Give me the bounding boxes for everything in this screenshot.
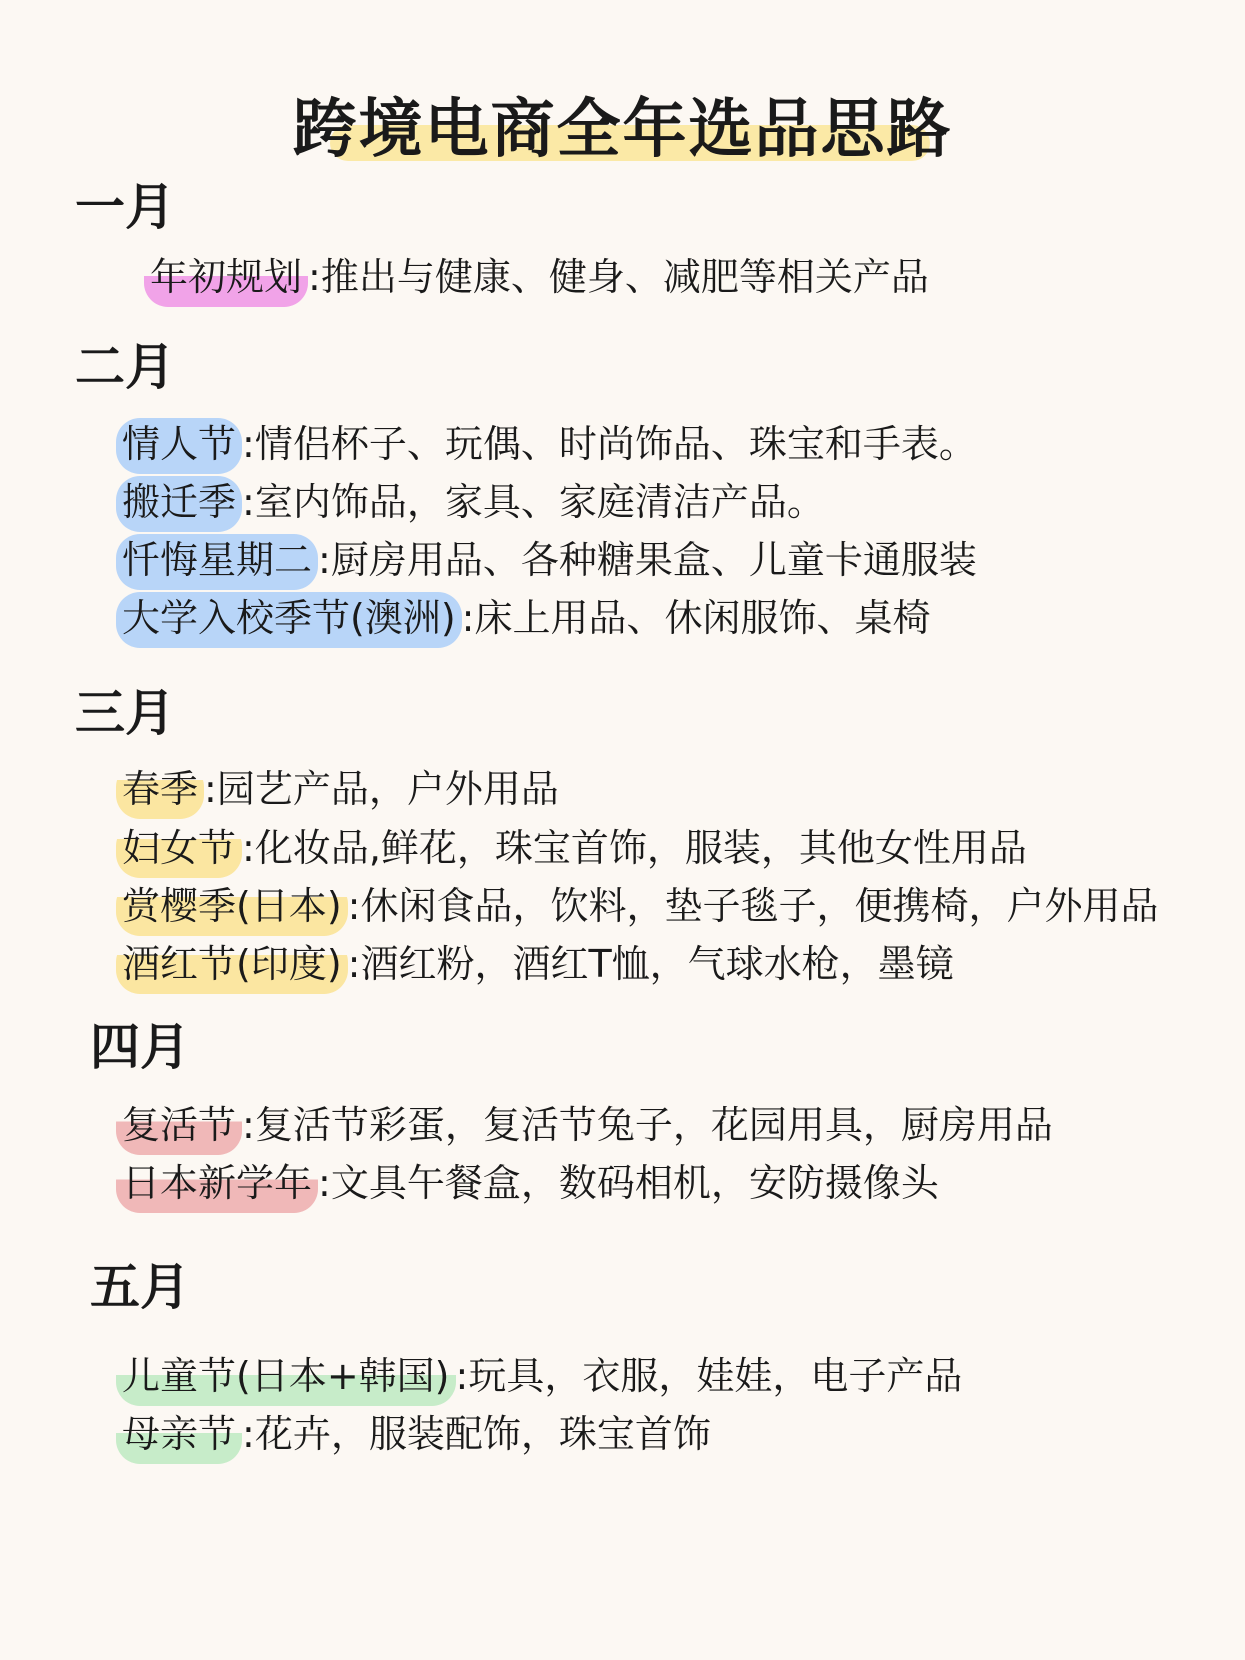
colon: :: [461, 596, 475, 640]
list-item: [122, 422, 977, 466]
page-title: 跨境电商全年选品思路: [292, 93, 953, 167]
item-text: 复活节彩蛋，复活节兔子，花园用具，厨房用品: [254, 1103, 1053, 1147]
item-text: 床上用品、休闲服饰、桌椅: [474, 596, 931, 640]
item-tag: 赏樱季(日本): [116, 880, 348, 936]
list-item: [122, 1161, 939, 1205]
list-item: [122, 480, 825, 524]
item-text: 厨房用品、各种糖果盒、儿童卡通服装: [330, 538, 977, 582]
list-item: [122, 884, 1159, 928]
colon: :: [455, 1354, 469, 1398]
item-tag: 大学入校季节(澳洲): [116, 592, 462, 648]
colon: :: [318, 1161, 331, 1205]
list-item: [122, 942, 954, 986]
colon: :: [204, 767, 217, 811]
item-text: 情侣杯子、玩偶、时尚饰品、珠宝和手表。: [254, 422, 977, 466]
item-tag: 酒红节(印度): [116, 938, 348, 994]
item-text: 园艺产品，户外用品: [216, 767, 559, 811]
month-heading-march: 三月: [75, 684, 175, 742]
item-tag: 妇女节: [116, 822, 242, 878]
list-item: [150, 255, 929, 299]
colon: :: [318, 538, 331, 582]
colon: :: [242, 826, 255, 870]
item-tag: 日本新学年: [116, 1157, 318, 1213]
list-item: [122, 826, 1027, 870]
item-tag: 年初规划: [144, 251, 308, 307]
item-tag: 复活节: [116, 1099, 242, 1155]
item-text: 文具午餐盒，数码相机，安防摄像头: [330, 1161, 939, 1205]
item-text: 玩具，衣服，娃娃，电子产品: [468, 1354, 963, 1398]
item-text: 室内饰品，家具、家庭清洁产品。: [254, 480, 825, 524]
item-tag: 儿童节(日本+韩国): [116, 1350, 456, 1406]
month-heading-january: 一月: [75, 178, 175, 236]
item-text: 化妆品,鲜花，珠宝首饰，服装，其他女性用品: [254, 826, 1027, 870]
list-item: [122, 1412, 711, 1456]
colon: :: [242, 1103, 255, 1147]
item-tag: 母亲节: [116, 1408, 242, 1464]
item-tag: 忏悔星期二: [116, 534, 318, 590]
item-text: 休闲食品，饮料，垫子毯子，便携椅，户外用品: [360, 884, 1159, 928]
colon: :: [347, 942, 361, 986]
list-item: [122, 767, 559, 811]
item-text: 酒红粉，酒红T恤，气球水枪，墨镜: [360, 942, 954, 986]
item-tag: 春季: [116, 763, 204, 819]
colon: :: [308, 255, 321, 299]
colon: :: [242, 1412, 255, 1456]
item-text: 花卉，服装配饰，珠宝首饰: [254, 1412, 711, 1456]
item-tag: 搬迁季: [116, 476, 242, 532]
item-text: 推出与健康、健身、减肥等相关产品: [320, 255, 929, 299]
colon: :: [242, 422, 255, 466]
item-tag: 情人节: [116, 418, 242, 474]
list-item: [122, 596, 931, 640]
colon: :: [242, 480, 255, 524]
month-heading-may: 五月: [90, 1258, 190, 1316]
month-heading-april: 四月: [90, 1018, 190, 1076]
list-item: [122, 1354, 963, 1398]
list-item: [122, 538, 977, 582]
month-heading-february: 二月: [75, 338, 175, 396]
colon: :: [347, 884, 361, 928]
list-item: [122, 1103, 1053, 1147]
